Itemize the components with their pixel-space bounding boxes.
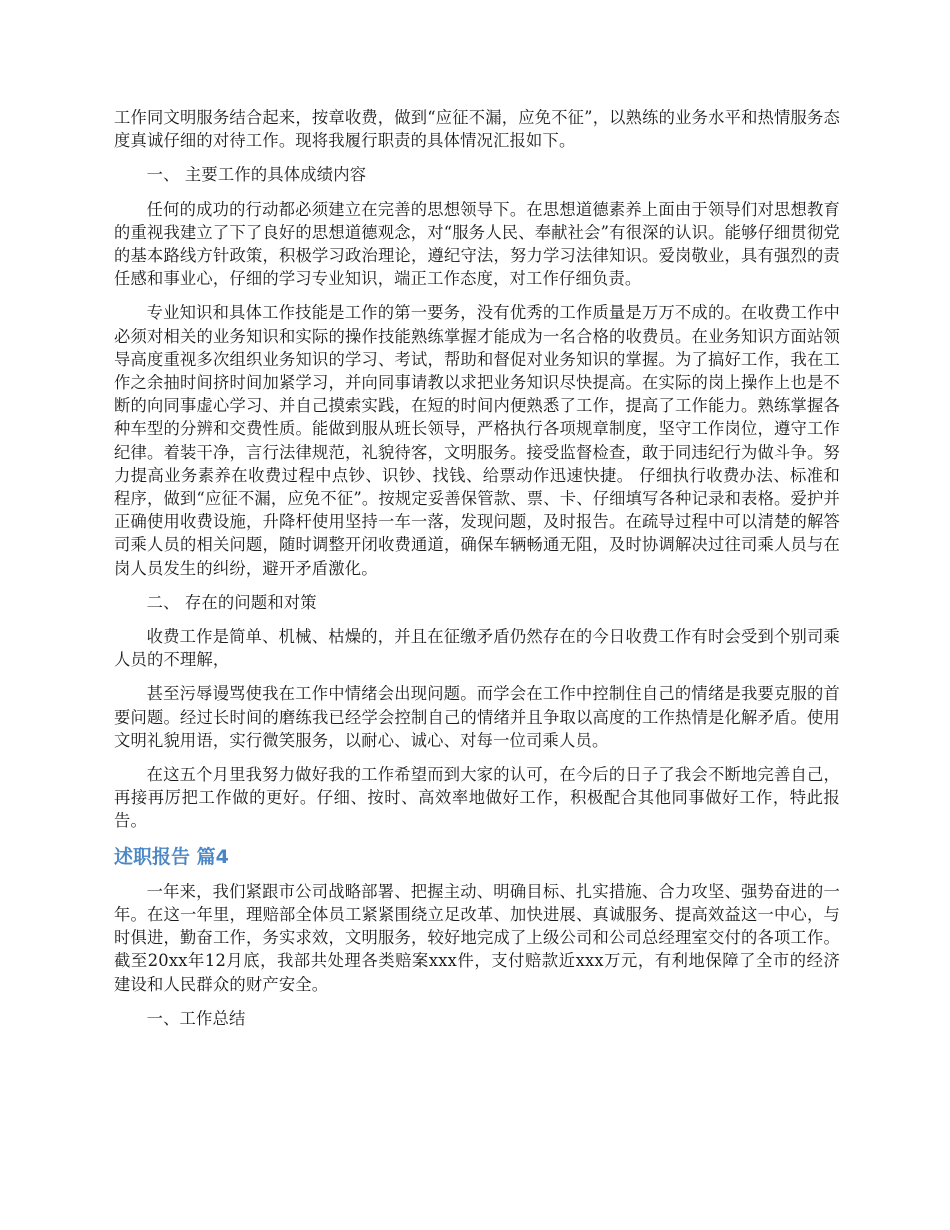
- paragraph-professional-skills: 专业知识和具体工作技能是工作的第一要务，没有优秀的工作质量是万万不成的。在收费工作中必须对相关的业务知识和实际的操作技能熟练掌握才能成为一名合格的收费员。在业务知识方面站领导高度重视多次组织业务知识的学习、考试，帮助和督促对业务知识的掌握。为了搞好工作，我在工作之余抽时间挤时间加紧学习，并向同事请教以求把业务知识尽快提高。在实际的岗上操作上也是不断的向同事虚心学习、并自己摸索实践，在短的时间内便熟悉了工作，提高了工作能力。熟练掌握各种车型的分辨和交费性质。能做到服从班长领导，严格执行各项规章制度，坚守工作岗位，遵守工作纪律。着装干净，言行法律规范，礼貌待客，文明服务。接受监督检查，敢于同违纪行为做斗争。努力提高业务素养在收费过程中点钞、识钞、找钱、给票动作迅速快捷。 仔细执行收费办法、标准和程序，做到“应征不漏，应免不征”。按规定妥善保管款、票、卡、仔细填写各种记录和表格。爱护并正确使用收费设施，升降杆使用坚持一车一落，发现问题，及时报告。在疏导过程中可以清楚的解答司乘人员的相关问题，随时调整开闭收费通道，确保车辆畅通无阻，及时协调解决过往司乘人员与在岗人员发生的纠纷，避开矛盾激化。: [114, 303, 840, 578]
- heading-work-summary: 一、工作总结: [146, 1008, 246, 1028]
- paragraph-intro: 工作同文明服务结合起来，按章收费，做到“应征不漏，应免不征”，以熟练的业务水平和热情服务态度真诚仔细的对待工作。现将我履行职责的具体情况汇报如下。: [114, 108, 840, 151]
- heading-main-achievements: 一、 主要工作的具体成绩内容: [146, 165, 367, 185]
- document-page: [114, 106, 840, 1041]
- paragraph-ideology: 任何的成功的行动都必须建立在完善的思想领导下。在思想道德素养上面由于领导们对思想教育的重视我建立了下了良好的思想道德观念，对“服务人民、奉献社会”有很深的认识。能够仔细贯彻党的基本路线方针政策，积极学习政治理论，遵纪守法，努力学习法律知识。爱岗敬业，具有强烈的责任感和事业心，仔细的学习专业知识，端正工作态度，对工作仔细负责。: [114, 199, 840, 289]
- paragraph-conclusion: 在这五个月里我努力做好我的工作希望而到大家的认可，在今后的日子了我会不断地完善自己，再接再厉把工作做的更好。仔细、按时、高效率地做好工作，积极配合其他同事做好工作，特此报告。: [114, 765, 840, 831]
- heading-problems-countermeasures: 二、 存在的问题和对策: [146, 592, 317, 612]
- paragraph-problems-1: 收费工作是简单、机械、枯燥的，并且在征缴矛盾仍然存在的今日收费工作有时会受到个别司乘人员的不理解，: [114, 627, 840, 670]
- paragraph-annual-summary: 一年来，我们紧跟市公司战略部署、把握主动、明确目标、扎实措施、合力攻坚、强势奋进的一年。在这一年里，理赔部全体员工紧紧围绕立足改革、加快进展、真诚服务、提高效益这一中心，与时俱进，勤奋工作，务实求效，文明服务，较好地完成了上级公司和公司总经理室交付的各项工作。截至20xx年12月底，我部共处理各类赔案xxx件，支付赔款近xxx万元，有利地保障了全市的经济建设和人民群众的财产安全。: [114, 881, 840, 994]
- paragraph-problems-2: 甚至污辱谩骂使我在工作中情绪会出现问题。而学会在工作中控制住自己的情绪是我要克服的首要问题。经过长时间的磨练我已经学会控制自己的情绪并且争取以高度的工作热情是化解矛盾。使用文明礼貌用语，实行微笑服务，以耐心、诚心、对每一位司乘人员。: [114, 684, 840, 750]
- section-title: 述职报告 篇4: [114, 845, 229, 868]
